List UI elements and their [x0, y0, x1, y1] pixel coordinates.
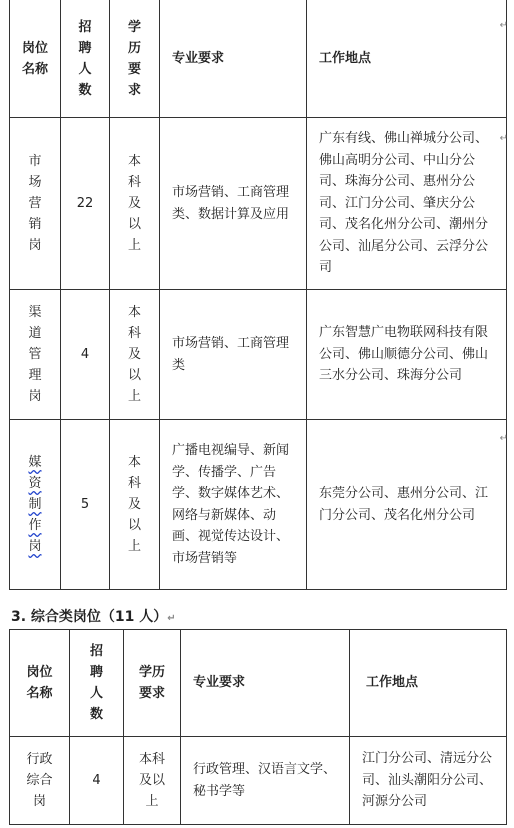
row-count: 5: [80, 497, 90, 512]
header-education: 学历要求: [127, 19, 141, 98]
header-position: 岗位名称: [21, 40, 48, 77]
table-row: [10, 737, 507, 825]
row-position: 行政综合岗: [26, 752, 53, 809]
paragraph-mark: ↵: [499, 133, 508, 144]
header-location: 工作地点: [319, 50, 372, 66]
row-major: 市场营销、工商管理类: [172, 336, 290, 373]
row-count: 4: [92, 773, 101, 788]
table-row: [10, 118, 507, 290]
row-position: 渠道管理岗: [28, 305, 42, 404]
row-count: 4: [80, 347, 90, 362]
row-major: 广播电视编导、新闻学、传播学、广告学、数字媒体艺术、网络与新媒体、动画、视觉传达设计、市场营销等: [172, 443, 290, 566]
table-header-row: [10, 0, 507, 118]
header-education: 学历要求: [138, 665, 165, 701]
header-major: 专业要求: [193, 675, 246, 691]
row-position: 媒资制作岗: [28, 455, 42, 554]
row-major: 行政管理、汉语言文学、秘书学等: [193, 762, 337, 799]
recruitment-table-1: [9, 0, 507, 590]
row-major: 市场营销、工商管理类、数据计算及应用: [172, 185, 290, 222]
row-education: 本科及以上: [127, 455, 141, 554]
row-location: 广东智慧广电物联网科技有限公司、佛山顺德分公司、佛山三水分公司、珠海分公司: [319, 325, 489, 384]
row-location: 东莞分公司、惠州分公司、江门分公司、茂名化州分公司: [319, 486, 489, 523]
section-heading: 3. 综合类岗位（11 人）↵: [11, 609, 176, 625]
table-row: [10, 290, 507, 420]
row-education: 本科及以上: [127, 154, 141, 253]
row-count: 22: [76, 196, 94, 211]
header-count: 招聘人数: [89, 644, 103, 722]
recruitment-table-2: [9, 629, 507, 825]
paragraph-mark: ↵: [499, 433, 508, 444]
header-count: 招聘人数: [78, 19, 92, 98]
row-location: 江门分公司、清远分公司、汕头潮阳分公司、河源分公司: [362, 751, 493, 810]
paragraph-mark: ↵: [499, 20, 508, 31]
row-education: 本科及以上: [127, 305, 141, 404]
table-row: [10, 420, 507, 590]
row-education: 本科及以上: [138, 752, 165, 809]
header-major: 专业要求: [172, 50, 225, 66]
row-position: 市场营销岗: [28, 154, 42, 253]
header-location: 工作地点: [366, 675, 419, 691]
header-position: 岗位名称: [26, 665, 53, 701]
row-location: 广东有线、佛山禅城分公司、佛山高明分公司、中山分公司、珠海分公司、惠州分公司、江门分公司、肇庆分公司、茂名化州分公司、潮州分公司、汕尾分公司、云浮分公司: [319, 131, 489, 276]
table-header-row: [10, 630, 507, 737]
